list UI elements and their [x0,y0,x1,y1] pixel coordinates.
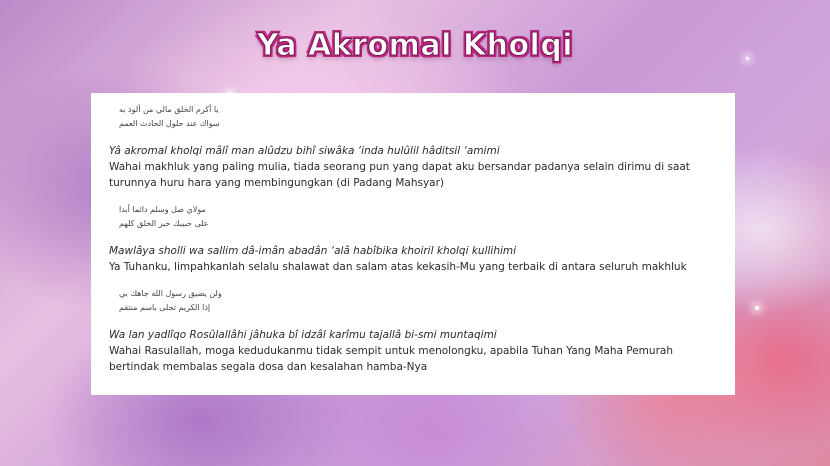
stanza-1 [109,103,719,191]
latin-transliteration: Yâ akromal kholqi mâlî man alûdzu bihî siwâka ‘inda hulûlil hâditsil ‘amimi [109,145,500,157]
arabic-line: إذا الكريم تجلى باسم منتقم [119,303,211,312]
translation-text: Ya Tuhanku, limpahkanlah selalu shalawat dan salam atas kekasih-Mu yang terbaik di antara seluruh makhluk [109,261,687,273]
arabic-line: على حبيبك خير الخلق كلهم [119,219,209,228]
arabic-verse [109,287,719,315]
arabic-line: ولن يضيق رسول الله جاهك بي [119,289,222,298]
stanza-3 [109,287,719,375]
arabic-verse [109,203,719,231]
latin-transliteration: Wa lan yadlîqo Rosûlallâhi jâhuka bî idzâl karîmu tajallâ bi-smi muntaqimi [109,329,497,341]
page-title: Ya Akromal Kholqi [256,28,574,63]
translation-text: Wahai makhluk yang paling mulia, tiada seorang pun yang dapat aku bersandar padanya selain dirimu di saat turunnya huru hara yang membingungkan (di Padang Mahsyar) [109,161,690,189]
arabic-line: يا أكرم الخلق مالي من ألوذ به [119,105,219,114]
arabic-verse [109,103,719,131]
arabic-line: سواك عند حلول الحادث العمم [119,119,220,128]
background-star [755,306,759,310]
translation-text: Wahai Rasulallah, moga kedudukanmu tidak sempit untuk menolongku, apabila Tuhan Yang Maha Pemurah bertindak membalas segala dosa dan kesalahan hamba-Nya [109,345,673,373]
arabic-line: مولاي صل وسلم دائما أبدا [119,205,206,214]
latin-transliteration: Mawlâya sholli wa sallim dâ-imân abadân ‘alâ habîbika khoiril kholqi kullihimi [109,245,517,257]
stanza-2 [109,203,719,275]
lyrics-panel [91,93,735,395]
